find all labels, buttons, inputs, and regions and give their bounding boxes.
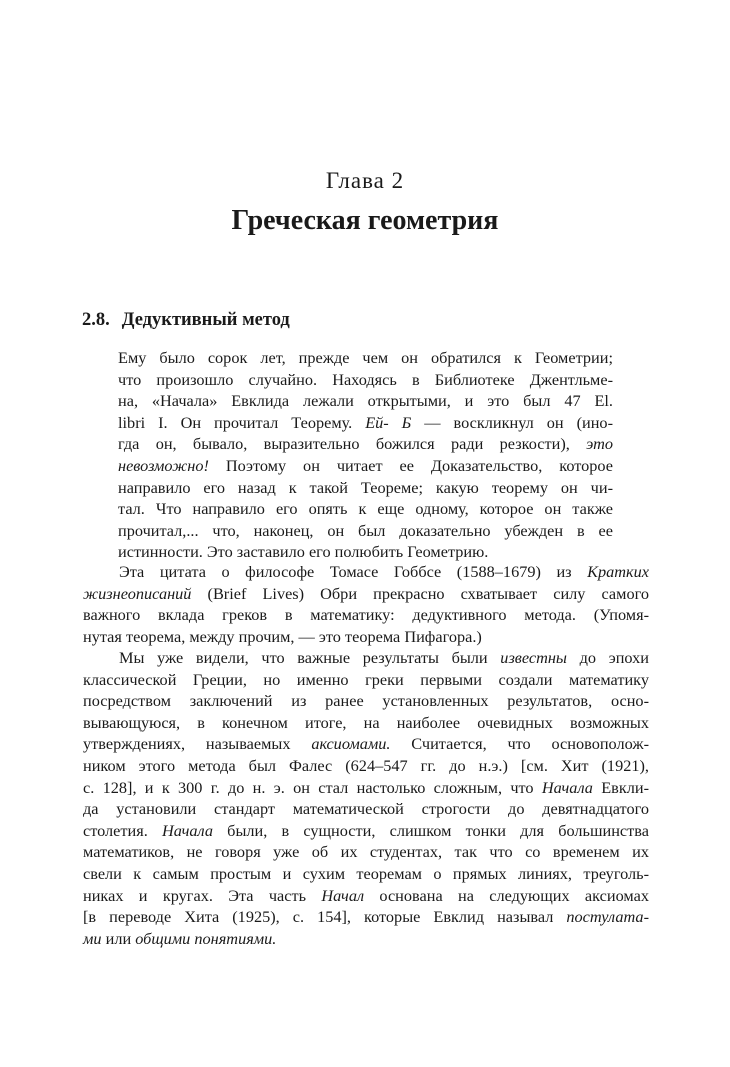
- paragraph-text: утверждениях, называемых: [83, 734, 312, 754]
- paragraph-text: Считается, что основополож-: [390, 734, 649, 754]
- paragraph-text: до эпохи: [566, 648, 649, 667]
- paragraph-text: никах и кругах. Эта часть: [83, 885, 322, 905]
- section-heading: [82, 310, 290, 331]
- paragraph-text: или: [101, 928, 136, 948]
- paragraph-emphasis: Начала: [161, 820, 213, 840]
- quote-line: [118, 433, 613, 455]
- paragraph-text: Евкли-: [592, 777, 649, 797]
- paragraph-line: [83, 928, 649, 950]
- paragraph-line: [83, 583, 649, 605]
- paragraph-text: Эта цитата о философе Томасе Гоббсе (1588–1679) из: [119, 562, 588, 581]
- paragraph-line: ником этого метода был Фалес (624–547 гг. до н.э.) [см. Хит (1921),: [83, 755, 649, 775]
- quote-emphasis: это: [586, 434, 613, 454]
- quote-line: [118, 412, 613, 434]
- paragraph-emphasis: ми: [83, 928, 102, 948]
- section-title: Дедуктивный метод: [121, 310, 290, 330]
- quote-text: гда он, бывало, выразительно божился ради резкости),: [118, 434, 587, 454]
- paragraph-emphasis: жизнеописаний: [83, 583, 192, 603]
- paragraph-line: [83, 885, 649, 907]
- paragraph-emphasis: Кратких: [587, 562, 649, 581]
- paragraph-line: классической Греции, но именно греки первыми создали математику: [83, 669, 649, 689]
- quote-text: libri I. Он прочитал Теорему.: [118, 412, 366, 432]
- paragraph-line: [83, 647, 649, 669]
- quote-line: что произошло случайно. Находясь в Библиотеке Джентльме-: [118, 369, 613, 389]
- paragraph-line: математиков, не говоря уже об их студентах, так что со временем их: [83, 842, 649, 862]
- paragraph-text: [в переводе Хита (1925), с. 154], которые Евклид называл: [83, 907, 567, 927]
- quote-text: — воскликнул он (ино-: [411, 412, 613, 432]
- quote-text: Поэтому он читает ее Доказательство, которое: [208, 455, 613, 475]
- paragraph-line: вывающуюся, в конечном итоге, на наиболее очевидных возможных: [83, 712, 649, 732]
- quote-line: истинности. Это заставило его полюбить Геометрию.: [118, 542, 489, 562]
- epigraph-quote: [118, 347, 613, 563]
- paragraph-line: [83, 561, 649, 583]
- quote-emphasis: Ей- Б: [365, 412, 412, 432]
- paragraph-emphasis: аксиомами.: [311, 734, 391, 754]
- paragraph-text: с. 128], и к 300 г. до н. э. он стал настолько сложным, что: [83, 777, 542, 797]
- quote-line: Ему было сорок лет, прежде чем он обратился к Геометрии;: [118, 348, 613, 367]
- paragraph-line: важного вклада греков в математику: дедуктивного метода. (Упомя-: [83, 605, 649, 625]
- paragraph-text: были, в сущности, слишком тонки для большинства: [213, 820, 649, 840]
- paragraph-line: [83, 820, 649, 842]
- chapter-label: Глава 2: [325, 168, 405, 193]
- paragraph-text: Мы уже видели, что важные результаты были: [119, 648, 501, 667]
- quote-line: направило его назад к такой Теореме; какую теорему он чи-: [118, 477, 613, 497]
- paragraph-emphasis: Начала: [541, 777, 593, 797]
- paragraph-line: [83, 777, 649, 799]
- section-number: 2.8.: [82, 310, 110, 330]
- paragraph-line: посредством заключений из ранее установленных результатов, осно-: [83, 691, 649, 711]
- paragraph-2: [83, 647, 649, 949]
- paragraph-1: [83, 561, 649, 647]
- paragraph-line: [83, 906, 649, 928]
- chapter-title: Греческая геометрия: [231, 205, 499, 236]
- paragraph-emphasis: Начал: [321, 885, 365, 905]
- paragraph-line: свели к самым простым и сухим теоремам о прямых линиях, треуголь-: [83, 863, 649, 883]
- paragraph-emphasis: известны: [500, 648, 567, 667]
- quote-emphasis: невозможно!: [118, 455, 209, 475]
- paragraph-line: нутая теорема, между прочим, — это теорема Пифагора.): [83, 626, 482, 646]
- paragraph-line: [83, 733, 649, 755]
- paragraph-line: да установили стандарт математической строгости до девятнадцатого: [83, 799, 649, 819]
- quote-line: на, «Начала» Евклида лежали открытыми, и это был 47 El.: [118, 391, 613, 411]
- quote-line: прочитал,... что, наконец, он был доказательно убежден в ее: [118, 520, 613, 540]
- paragraph-emphasis: постулата-: [566, 907, 649, 927]
- paragraph-text: (Brief Lives) Обри прекрасно схватывает силу самого: [191, 583, 649, 603]
- paragraph-text: основана на следующих аксиомах: [364, 885, 649, 905]
- paragraph-emphasis: общими понятиями.: [135, 928, 277, 948]
- paragraph-text: столетия.: [83, 820, 162, 840]
- quote-line: тал. Что направило его опять к еще одному, которое он также: [118, 499, 613, 519]
- quote-line: [118, 455, 613, 477]
